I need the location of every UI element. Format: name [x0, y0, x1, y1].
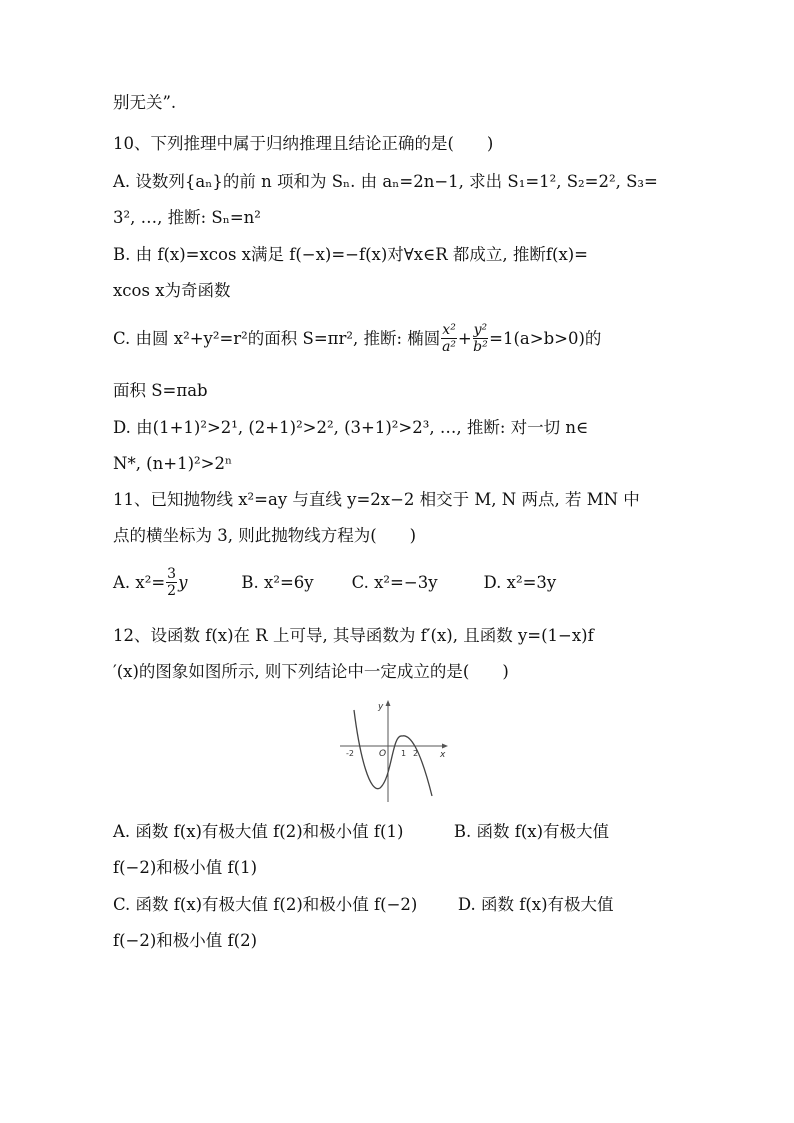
tick-label-neg2: -2	[346, 749, 354, 758]
q10-option-a-line1: A. 设数列{aₙ}的前 n 项和为 Sₙ. 由 aₙ=2n−1, 求出 S₁=1², S₂=2², S₃=	[113, 172, 658, 191]
q11-option-c: C. x²=−3y	[351, 572, 438, 592]
q12-option-b-line1: B. 函数 f(x)有极大值	[453, 822, 610, 841]
y-axis-label: y	[378, 702, 384, 712]
q10-option-a-line2: 3², …, 推断: Sₙ=n²	[113, 208, 261, 227]
q10-option-d-line1: D. 由(1+1)²>2¹, (2+1)²>2², (3+1)²>2³, …, 推断: 对一切 n∈	[113, 418, 589, 437]
tick-label-2: 2	[413, 749, 419, 758]
q12-options-row1	[113, 821, 609, 843]
q11-options	[113, 566, 556, 599]
prev-question-tail: 别无关”.	[113, 93, 177, 112]
q12-option-d-line1: D. 函数 f(x)有极大值	[457, 895, 614, 914]
q12-option-a: A. 函数 f(x)有极大值 f(2)和极小值 f(1)	[113, 822, 404, 841]
y-axis-arrow	[386, 700, 391, 706]
q11-stem-line1: 11、已知抛物线 x²=ay 与直线 y=2x−2 相交于 M, N 两点, 若 MN 中	[113, 490, 640, 509]
q10-option-b-line2: xcos x为奇函数	[113, 281, 231, 300]
q11-option-a-post: y	[178, 572, 188, 592]
q10-option-c-line1	[113, 322, 601, 355]
ellipse-x-fraction	[441, 322, 457, 355]
q12-option-b-line2: f(−2)和极小值 f(1)	[113, 858, 258, 877]
ellipse-y-fraction	[473, 322, 489, 355]
q12-option-c: C. 函数 f(x)有极大值 f(2)和极小值 f(−2)	[113, 895, 418, 914]
fraction-denominator: a²	[442, 339, 457, 355]
fraction-denominator: 2	[167, 583, 177, 599]
q12-stem-line2: ′(x)的图象如图所示, 则下列结论中一定成立的是( )	[113, 662, 509, 681]
plus-sign: +	[457, 328, 472, 348]
q10-option-c-pre: C. 由圆 x²+y²=r²的面积 S=πr², 推断: 椭圆	[113, 328, 441, 348]
q11-option-d: D. x²=3y	[483, 572, 557, 592]
q11-option-a	[113, 566, 187, 599]
q12-options-row2	[113, 894, 614, 916]
fraction-numerator: y²	[473, 322, 488, 338]
q12-option-d-line2: f(−2)和极小值 f(2)	[113, 931, 258, 950]
q10-option-d-line2: N*, (n+1)²>2ⁿ	[113, 454, 233, 473]
fraction-numerator: x²	[442, 322, 456, 338]
x-axis-label: x	[440, 750, 446, 760]
q11-option-b: B. x²=6y	[241, 572, 314, 592]
fraction-denominator: b²	[473, 339, 488, 355]
derivative-graph	[340, 698, 452, 804]
q10-option-c-line2: 面积 S=πab	[113, 381, 208, 400]
q12-stem-line1: 12、设函数 f(x)在 R 上可导, 其导函数为 f′(x), 且函数 y=(1−x)f	[113, 626, 594, 645]
q10-stem: 10、下列推理中属于归纳推理且结论正确的是( )	[113, 134, 494, 153]
curve	[354, 710, 432, 796]
origin-label: O	[379, 749, 387, 759]
x-axis-arrow	[442, 744, 448, 749]
q11-option-a-fraction	[166, 566, 177, 599]
q10-option-b-line1: B. 由 f(x)=xcos x满足 f(−x)=−f(x)对∀x∈R 都成立, 推断f(x)=	[113, 245, 589, 264]
fraction-numerator: 3	[167, 566, 177, 582]
q11-option-a-pre: A. x²=	[113, 572, 166, 592]
q10-option-c-post: =1(a>b>0)的	[489, 328, 602, 348]
tick-label-1: 1	[401, 749, 407, 758]
q11-stem-line2: 点的横坐标为 3, 则此抛物线方程为( )	[113, 526, 417, 545]
